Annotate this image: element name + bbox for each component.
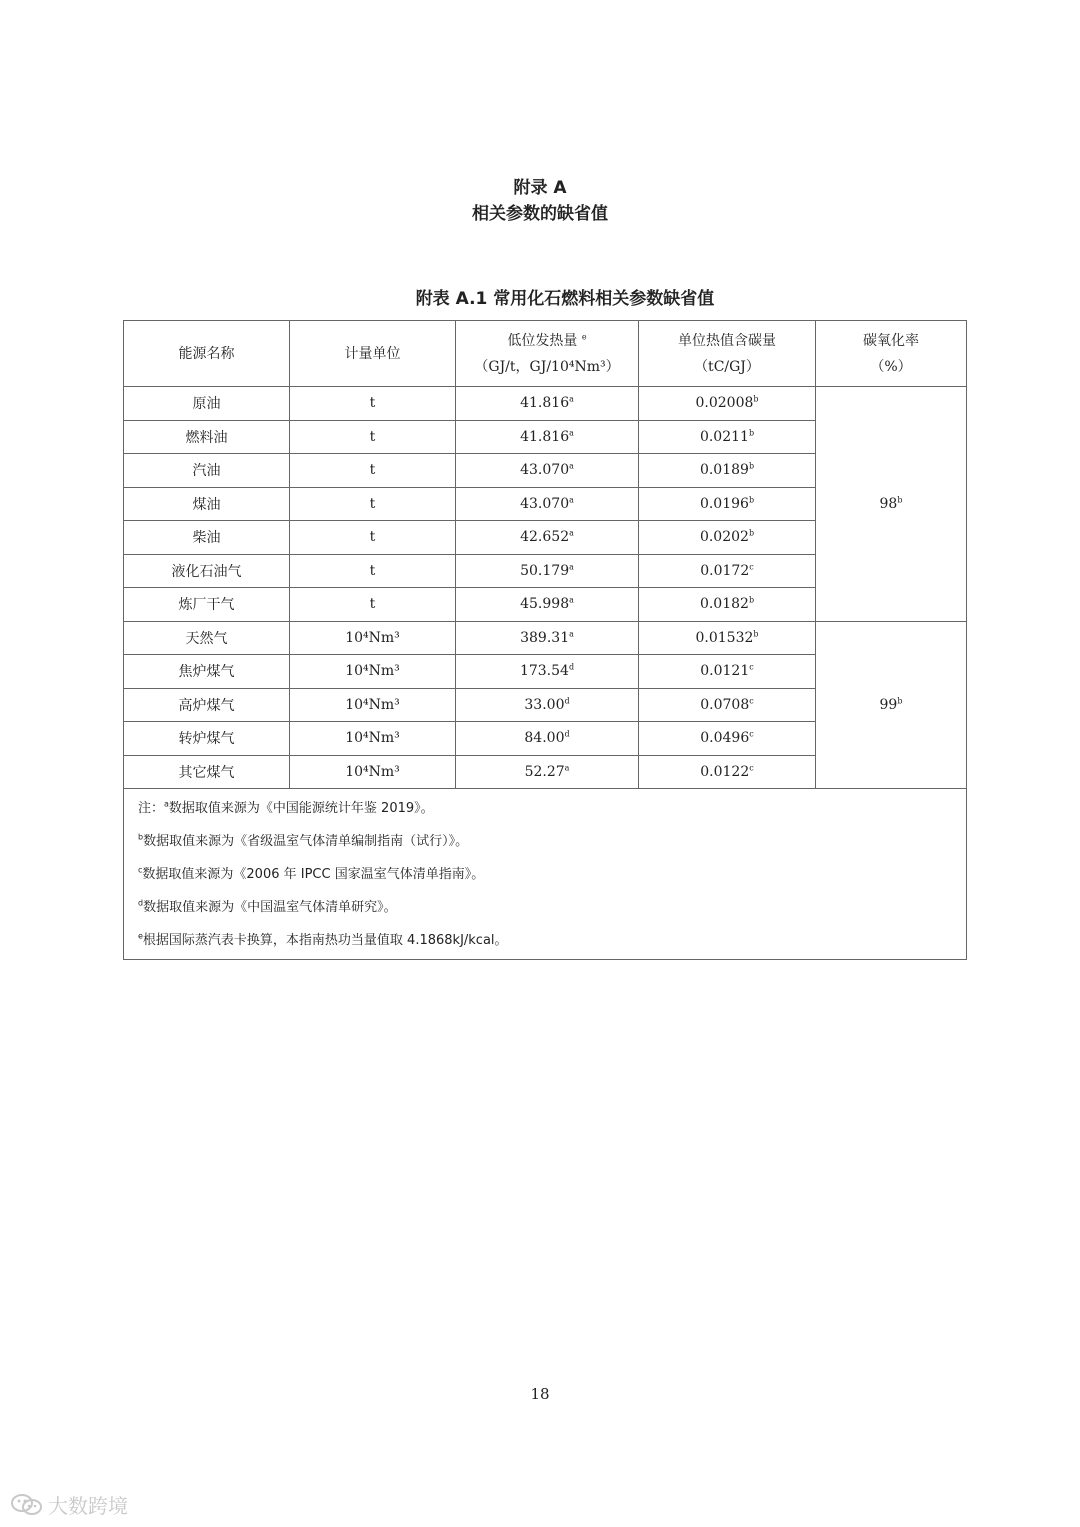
cc-source-mark: b bbox=[748, 595, 755, 605]
oxidation-value: 99 bbox=[879, 696, 898, 713]
appendix-heading: 附录 A bbox=[513, 178, 567, 198]
cc-source-mark: c bbox=[749, 662, 754, 672]
cell-ncv bbox=[456, 655, 639, 689]
cell-ncv bbox=[456, 487, 639, 521]
cell-unit: t bbox=[290, 454, 456, 488]
cc-source-mark: b bbox=[748, 528, 755, 538]
watermark bbox=[10, 1490, 128, 1519]
cell-unit: t bbox=[290, 387, 456, 421]
cc-value: 0.0172 bbox=[700, 562, 750, 579]
ncv-source-mark: d bbox=[564, 696, 570, 706]
cell-unit: t bbox=[290, 588, 456, 622]
header-oxidation bbox=[816, 321, 967, 387]
watermark-text: 大数跨境 bbox=[48, 1494, 128, 1518]
notes-row bbox=[124, 789, 967, 960]
cc-value: 0.0121 bbox=[700, 663, 750, 680]
cell-oxidation-liquid bbox=[816, 387, 967, 622]
cell-energy-name: 汽油 bbox=[124, 454, 290, 488]
cell-energy-name: 原油 bbox=[124, 387, 290, 421]
ncv-value: 84.00 bbox=[524, 730, 565, 747]
ncv-source-mark: a bbox=[569, 528, 574, 538]
cell-carbon-content bbox=[639, 588, 816, 622]
cell-carbon-content bbox=[639, 688, 816, 722]
ncv-source-mark: a bbox=[569, 595, 574, 605]
table-title: 附表 A.1 常用化石燃料相关参数缺省值 bbox=[415, 289, 715, 309]
cell-carbon-content bbox=[639, 722, 816, 756]
note-a-mark: a bbox=[164, 799, 169, 809]
cc-source-mark: b bbox=[753, 394, 759, 404]
note-b bbox=[138, 830, 966, 863]
ncv-value: 41.816 bbox=[520, 428, 570, 445]
ncv-source-mark: d bbox=[564, 729, 570, 739]
cell-unit: 10⁴Nm³ bbox=[290, 755, 456, 789]
ncv-value: 43.070 bbox=[520, 462, 570, 479]
ncv-source-mark: a bbox=[569, 394, 574, 404]
note-e-mark: e bbox=[138, 931, 143, 941]
cell-ncv bbox=[456, 387, 639, 421]
note-d-mark: d bbox=[138, 898, 144, 908]
cell-energy-name: 燃料油 bbox=[124, 420, 290, 454]
cc-source-mark: c bbox=[749, 562, 754, 572]
note-a-text: 数据取值来源为《中国能源统计年鉴 2019》。 bbox=[168, 801, 434, 816]
ncv-value: 173.54 bbox=[519, 663, 569, 680]
cell-energy-name: 液化石油气 bbox=[124, 554, 290, 588]
cell-carbon-content bbox=[639, 621, 816, 655]
header-energy-name: 能源名称 bbox=[124, 321, 290, 387]
cell-ncv bbox=[456, 454, 639, 488]
ncv-source-mark: a bbox=[569, 461, 574, 471]
cc-value: 0.0708 bbox=[700, 696, 750, 713]
cell-unit: t bbox=[290, 487, 456, 521]
ncv-value: 50.179 bbox=[520, 562, 570, 579]
cc-value: 0.0182 bbox=[699, 596, 749, 613]
ncv-source-mark: d bbox=[568, 662, 575, 672]
cell-carbon-content bbox=[639, 521, 816, 555]
oxidation-source-mark: b bbox=[897, 696, 903, 706]
note-c-text: 数据取值来源为《2006 年 IPCC 国家温室气体清单指南》。 bbox=[142, 867, 485, 882]
cc-source-mark: b bbox=[748, 461, 755, 471]
cell-ncv bbox=[456, 420, 639, 454]
wechat-logo-icon bbox=[10, 1492, 44, 1518]
note-e-text: 根据国际蒸汽表卡换算，本指南热功当量值取 4.1868kJ/kcal。 bbox=[142, 933, 508, 948]
cell-energy-name: 其它煤气 bbox=[124, 755, 290, 789]
note-b-text: 数据取值来源为《省级温室气体清单编制指南（试行）》。 bbox=[143, 834, 469, 849]
cell-ncv bbox=[456, 621, 639, 655]
cc-value: 0.0189 bbox=[699, 462, 749, 479]
cell-carbon-content bbox=[639, 454, 816, 488]
cc-source-mark: b bbox=[748, 495, 755, 505]
ncv-value: 389.31 bbox=[520, 629, 570, 646]
cell-carbon-content bbox=[639, 387, 816, 421]
cell-energy-name: 焦炉煤气 bbox=[124, 655, 290, 689]
ncv-value: 43.070 bbox=[520, 495, 570, 512]
ncv-source-mark: a bbox=[569, 428, 574, 438]
ncv-source-mark: a bbox=[569, 562, 574, 572]
cc-source-mark: c bbox=[749, 696, 754, 706]
table-row bbox=[124, 621, 967, 655]
header-ncv-mark: e bbox=[581, 331, 587, 341]
note-a bbox=[138, 797, 966, 830]
ncv-value: 41.816 bbox=[520, 395, 570, 412]
cell-ncv bbox=[456, 554, 639, 588]
cc-value: 0.0196 bbox=[699, 495, 749, 512]
note-prefix: 注： bbox=[138, 801, 165, 816]
note-d bbox=[138, 896, 966, 929]
cell-energy-name: 炼厂干气 bbox=[124, 588, 290, 622]
ncv-value: 33.00 bbox=[524, 696, 565, 713]
cell-unit: t bbox=[290, 521, 456, 555]
header-ncv-title: 低位发热量 bbox=[507, 332, 578, 349]
header-unit: 计量单位 bbox=[290, 321, 456, 387]
cell-energy-name: 天然气 bbox=[124, 621, 290, 655]
cc-source-mark: b bbox=[753, 629, 759, 639]
cell-energy-name: 高炉煤气 bbox=[124, 688, 290, 722]
cc-value: 0.0202 bbox=[699, 529, 749, 546]
ncv-value: 52.27 bbox=[524, 763, 565, 780]
cell-unit: t bbox=[290, 554, 456, 588]
header-cc-title: 单位热值含碳量 bbox=[678, 332, 776, 349]
header-carbon-content bbox=[639, 321, 816, 387]
note-c bbox=[138, 863, 966, 896]
cell-unit: t bbox=[290, 420, 456, 454]
header-ox-unit: （%） bbox=[870, 358, 912, 375]
cc-value: 0.0122 bbox=[700, 763, 750, 780]
page-number: 18 bbox=[530, 1385, 550, 1403]
cell-carbon-content bbox=[639, 554, 816, 588]
cc-source-mark: b bbox=[748, 428, 755, 438]
cell-ncv bbox=[456, 521, 639, 555]
cell-energy-name: 煤油 bbox=[124, 487, 290, 521]
note-c-mark: c bbox=[138, 865, 143, 875]
cell-carbon-content bbox=[639, 755, 816, 789]
header-ncv bbox=[456, 321, 639, 387]
note-d-text: 数据取值来源为《中国温室气体清单研究》。 bbox=[143, 900, 397, 915]
note-e bbox=[138, 929, 966, 953]
header-cc-unit: （tC/GJ） bbox=[694, 358, 760, 375]
ncv-source-mark: a bbox=[569, 629, 574, 639]
cell-unit: 10⁴Nm³ bbox=[290, 688, 456, 722]
cell-unit: 10⁴Nm³ bbox=[290, 621, 456, 655]
cell-ncv bbox=[456, 688, 639, 722]
cc-value: 0.0211 bbox=[699, 428, 749, 445]
oxidation-source-mark: b bbox=[897, 495, 903, 505]
ncv-value: 45.998 bbox=[520, 596, 570, 613]
cell-carbon-content bbox=[639, 487, 816, 521]
cell-energy-name: 转炉煤气 bbox=[124, 722, 290, 756]
appendix-subtitle: 相关参数的缺省值 bbox=[472, 204, 608, 224]
cell-ncv bbox=[456, 588, 639, 622]
notes-cell bbox=[124, 789, 967, 960]
fuel-parameters-table bbox=[123, 320, 967, 960]
cell-ncv bbox=[456, 755, 639, 789]
oxidation-value: 98 bbox=[879, 495, 898, 512]
cell-ncv bbox=[456, 722, 639, 756]
ncv-source-mark: a bbox=[564, 763, 570, 773]
cc-source-mark: c bbox=[749, 729, 754, 739]
cc-source-mark: c bbox=[749, 763, 754, 773]
cell-unit: 10⁴Nm³ bbox=[290, 722, 456, 756]
cell-carbon-content bbox=[639, 655, 816, 689]
cc-value: 0.01532 bbox=[695, 629, 754, 646]
header-ox-title: 碳氧化率 bbox=[863, 332, 919, 349]
cc-value: 0.0496 bbox=[700, 730, 750, 747]
table-header-row bbox=[124, 321, 967, 387]
cc-value: 0.02008 bbox=[695, 395, 754, 412]
ncv-value: 42.652 bbox=[520, 529, 570, 546]
table-row bbox=[124, 387, 967, 421]
cell-oxidation-gas bbox=[816, 621, 967, 789]
cell-unit: 10⁴Nm³ bbox=[290, 655, 456, 689]
header-ncv-unit: （GJ/t，GJ/10⁴Nm³） bbox=[474, 358, 620, 375]
cell-energy-name: 柴油 bbox=[124, 521, 290, 555]
ncv-source-mark: a bbox=[569, 495, 574, 505]
cell-carbon-content bbox=[639, 420, 816, 454]
note-b-mark: b bbox=[138, 832, 144, 842]
